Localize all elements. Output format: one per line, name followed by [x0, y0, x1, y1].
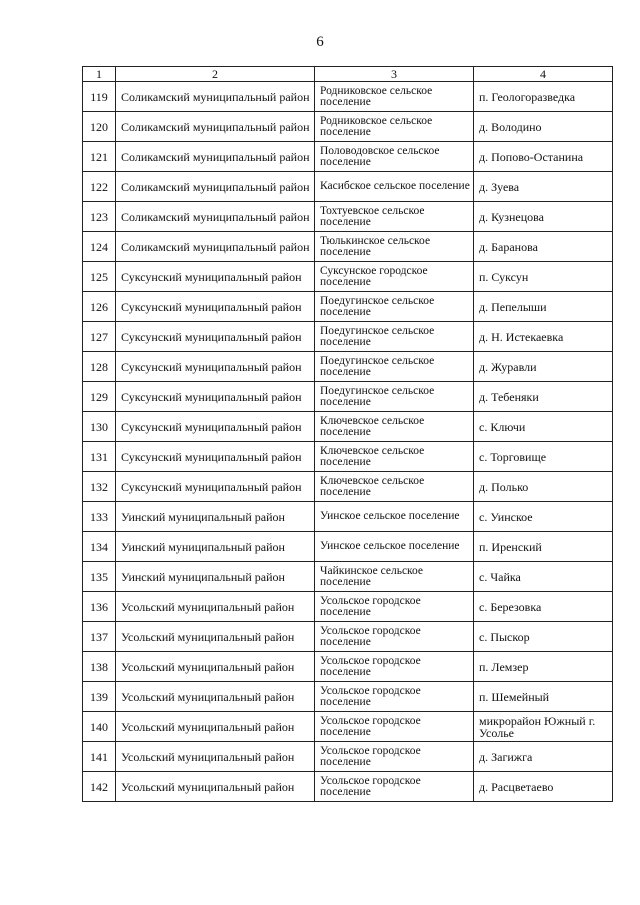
settlement-cell: Усольское городское поселение: [315, 712, 474, 742]
settlement-cell: Усольское городское поселение: [315, 772, 474, 802]
settlement-cell: Усольское городское поселение: [315, 682, 474, 712]
row-number-cell: 136: [83, 592, 116, 622]
settlement-cell: Поедугинское сельское поселение: [315, 382, 474, 412]
district-cell: Суксунский муниципальный район: [116, 382, 315, 412]
district-cell: Соликамский муниципальный район: [116, 172, 315, 202]
column-header-settlement: 3: [315, 67, 474, 82]
row-number-cell: 125: [83, 262, 116, 292]
table-row: [83, 442, 613, 472]
table-row: [83, 262, 613, 292]
row-number-cell: 141: [83, 742, 116, 772]
district-cell: Суксунский муниципальный район: [116, 262, 315, 292]
table-row: [83, 142, 613, 172]
locality-cell: д. Расцветаево: [474, 772, 613, 802]
row-number-cell: 140: [83, 712, 116, 742]
district-cell: Суксунский муниципальный район: [116, 322, 315, 352]
locality-cell: п. Геологоразведка: [474, 82, 613, 112]
settlement-cell: Усольское городское поселение: [315, 592, 474, 622]
settlement-cell: Половодовское сельское поселение: [315, 142, 474, 172]
settlement-cell: Ключевское сельское поселение: [315, 472, 474, 502]
district-cell: Суксунский муниципальный район: [116, 442, 315, 472]
locality-cell: с. Торговище: [474, 442, 613, 472]
table-body: [83, 82, 613, 802]
settlement-cell: Родниковское сельское поселение: [315, 82, 474, 112]
column-header-district: 2: [116, 67, 315, 82]
locality-cell: с. Чайка: [474, 562, 613, 592]
locality-cell: п. Суксун: [474, 262, 613, 292]
row-number-cell: 142: [83, 772, 116, 802]
district-cell: Соликамский муниципальный район: [116, 202, 315, 232]
settlement-cell: Чайкинское сельское поселение: [315, 562, 474, 592]
district-cell: Уинский муниципальный район: [116, 502, 315, 532]
settlement-cell: Ключевское сельское поселение: [315, 442, 474, 472]
settlement-cell: Тохтуевское сельское поселение: [315, 202, 474, 232]
table-row: [83, 382, 613, 412]
table-row: [83, 472, 613, 502]
table-row: [83, 622, 613, 652]
locality-cell: микрорайон Южный г. Усолье: [474, 712, 613, 742]
row-number-cell: 139: [83, 682, 116, 712]
locality-cell: п. Шемейный: [474, 682, 613, 712]
table-row: [83, 652, 613, 682]
row-number-cell: 134: [83, 532, 116, 562]
settlement-cell: Суксунское городское поселение: [315, 262, 474, 292]
page-number: 6: [316, 34, 324, 50]
settlement-cell: Поедугинское сельское поселение: [315, 322, 474, 352]
locality-cell: п. Лемзер: [474, 652, 613, 682]
locality-cell: д. Загижга: [474, 742, 613, 772]
locality-cell: с. Уинское: [474, 502, 613, 532]
settlement-cell: Поедугинское сельское поселение: [315, 352, 474, 382]
table-row: [83, 232, 613, 262]
settlement-cell: Поедугинское сельское поселение: [315, 292, 474, 322]
settlement-cell: Уинское сельское поселение: [315, 532, 474, 562]
district-cell: Усольский муниципальный район: [116, 772, 315, 802]
localities-table: [82, 66, 613, 802]
row-number-cell: 122: [83, 172, 116, 202]
district-cell: Соликамский муниципальный район: [116, 142, 315, 172]
locality-cell: д. Попово-Останина: [474, 142, 613, 172]
district-cell: Соликамский муниципальный район: [116, 232, 315, 262]
table-row: [83, 592, 613, 622]
district-cell: Соликамский муниципальный район: [116, 112, 315, 142]
row-number-cell: 135: [83, 562, 116, 592]
settlement-cell: Усольское городское поселение: [315, 652, 474, 682]
row-number-cell: 129: [83, 382, 116, 412]
locality-cell: п. Иренский: [474, 532, 613, 562]
district-cell: Соликамский муниципальный район: [116, 82, 315, 112]
table-row: [83, 532, 613, 562]
table-row: [83, 352, 613, 382]
district-cell: Суксунский муниципальный район: [116, 472, 315, 502]
row-number-cell: 123: [83, 202, 116, 232]
row-number-cell: 133: [83, 502, 116, 532]
settlement-cell: Ключевское сельское поселение: [315, 412, 474, 442]
table-row: [83, 112, 613, 142]
row-number-cell: 119: [83, 82, 116, 112]
table-row: [83, 712, 613, 742]
settlement-cell: Тюлькинское сельское поселение: [315, 232, 474, 262]
row-number-cell: 132: [83, 472, 116, 502]
table-row: [83, 172, 613, 202]
table-row: [83, 412, 613, 442]
row-number-cell: 128: [83, 352, 116, 382]
locality-cell: д. Н. Истекаевка: [474, 322, 613, 352]
locality-cell: д. Баранова: [474, 232, 613, 262]
district-cell: Усольский муниципальный район: [116, 742, 315, 772]
locality-cell: д. Кузнецова: [474, 202, 613, 232]
row-number-cell: 121: [83, 142, 116, 172]
row-number-cell: 124: [83, 232, 116, 262]
row-number-cell: 120: [83, 112, 116, 142]
table-row: [83, 202, 613, 232]
district-cell: Усольский муниципальный район: [116, 622, 315, 652]
district-cell: Суксунский муниципальный район: [116, 352, 315, 382]
locality-cell: д. Володино: [474, 112, 613, 142]
table-row: [83, 562, 613, 592]
settlement-cell: Родниковское сельское поселение: [315, 112, 474, 142]
settlement-cell: Касибское сельское поселение: [315, 172, 474, 202]
table-row: [83, 772, 613, 802]
district-cell: Усольский муниципальный район: [116, 592, 315, 622]
row-number-cell: 138: [83, 652, 116, 682]
row-number-cell: 130: [83, 412, 116, 442]
table-row: [83, 322, 613, 352]
locality-cell: д. Полько: [474, 472, 613, 502]
district-cell: Суксунский муниципальный район: [116, 292, 315, 322]
row-number-cell: 131: [83, 442, 116, 472]
settlement-cell: Усольское городское поселение: [315, 742, 474, 772]
locality-cell: д. Тебеняки: [474, 382, 613, 412]
district-cell: Усольский муниципальный район: [116, 712, 315, 742]
table-row: [83, 292, 613, 322]
locality-cell: д. Пепелыши: [474, 292, 613, 322]
table-header-row: [83, 67, 613, 82]
district-cell: Усольский муниципальный район: [116, 652, 315, 682]
district-cell: Суксунский муниципальный район: [116, 412, 315, 442]
locality-cell: с. Пыскор: [474, 622, 613, 652]
district-cell: Усольский муниципальный район: [116, 682, 315, 712]
table-row: [83, 682, 613, 712]
column-header-locality: 4: [474, 67, 613, 82]
locality-cell: с. Ключи: [474, 412, 613, 442]
settlement-cell: Уинское сельское поселение: [315, 502, 474, 532]
district-cell: Уинский муниципальный район: [116, 562, 315, 592]
district-cell: Уинский муниципальный район: [116, 532, 315, 562]
locality-cell: д. Зуева: [474, 172, 613, 202]
row-number-cell: 126: [83, 292, 116, 322]
locality-cell: д. Журавли: [474, 352, 613, 382]
locality-cell: с. Березовка: [474, 592, 613, 622]
table-row: [83, 502, 613, 532]
settlement-cell: Усольское городское поселение: [315, 622, 474, 652]
row-number-cell: 127: [83, 322, 116, 352]
table-row: [83, 82, 613, 112]
table-row: [83, 742, 613, 772]
row-number-cell: 137: [83, 622, 116, 652]
column-header-number: 1: [83, 67, 116, 82]
